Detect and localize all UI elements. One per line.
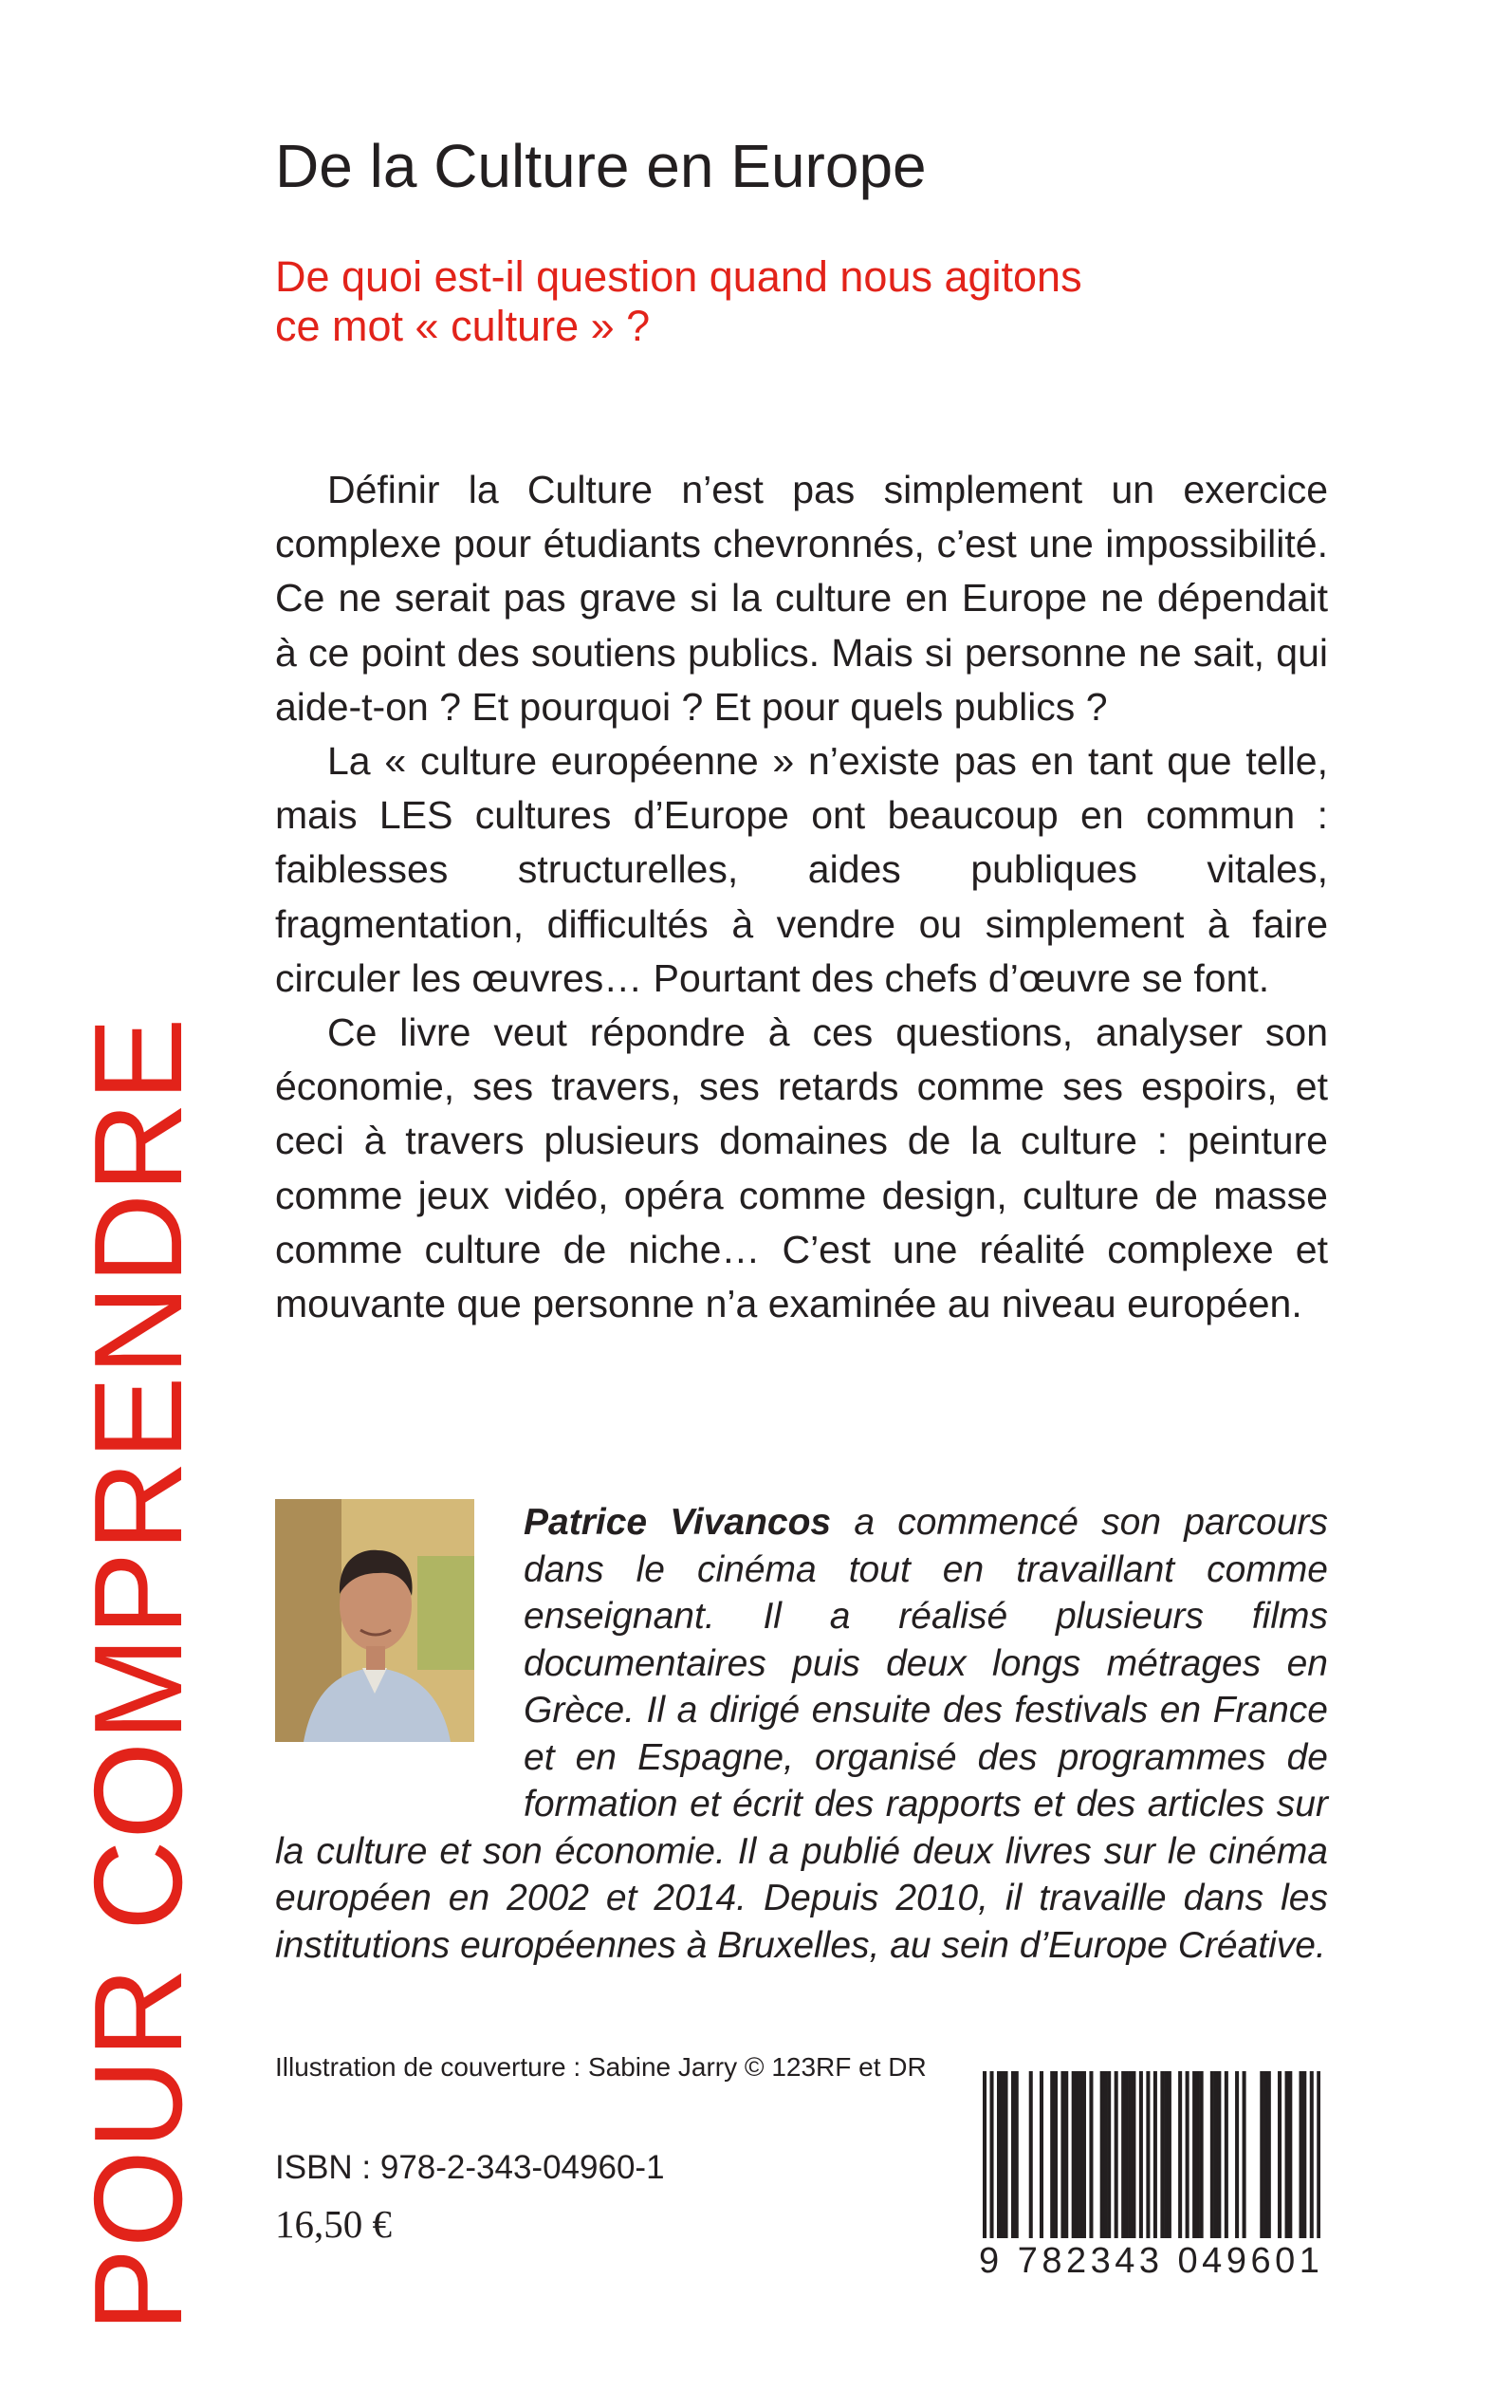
barcode-bar (1164, 2071, 1168, 2238)
barcode-digits: 9 782343 049601 (979, 2241, 1324, 2281)
barcode-bar (1107, 2071, 1111, 2238)
barcode-bar (1089, 2071, 1093, 2238)
barcode-bar (1040, 2071, 1043, 2238)
barcode-bar (1103, 2071, 1107, 2238)
barcode-bar (1186, 2071, 1189, 2238)
summary-paragraph: La « culture européenne » n’existe pas en tant que telle, mais LES cultures d’Europe ont beaucoup en commun : faiblesses structurelles, aides publiques vitales, fragmentation, difficultés à vendre ou simplement à faire circuler les œuvres… Pourtant des chefs d’œuvre se font. (275, 739, 1328, 1000)
barcode-bar (1160, 2071, 1164, 2238)
barcode-bar (1214, 2071, 1218, 2238)
barcode-bar (1278, 2071, 1282, 2238)
barcode-bar (1317, 2071, 1320, 2238)
barcode-bar (1129, 2071, 1133, 2238)
barcode-bar (1146, 2071, 1150, 2238)
barcode (983, 2071, 1320, 2238)
barcode-bar (1267, 2071, 1271, 2238)
summary-paragraph: Définir la Culture n’est pas simplement un exercice complexe pour étudiants chevronnés, c’est une impossibilité. Ce ne serait pas grave si la culture en Europe ne dépendait à ce point des soutiens publics. Mais si personne ne sait, qui aide-t-on ? Et pourquoi ? Et pour quels publics ? (275, 468, 1328, 729)
series-label: POUR COMPRENDRE (68, 1016, 208, 2332)
barcode-bar (1210, 2071, 1214, 2238)
barcode-bar (1015, 2071, 1019, 2238)
barcode-bar (1121, 2071, 1125, 2238)
book-subtitle (275, 252, 1366, 351)
barcode-bar (1079, 2071, 1082, 2238)
book-title: De la Culture en Europe (275, 132, 927, 200)
barcode-bar (1075, 2071, 1079, 2238)
price: 16,50 € (275, 2202, 392, 2246)
barcode-bar (1302, 2071, 1306, 2238)
barcode-bar (1064, 2071, 1068, 2238)
barcode-bar (1217, 2071, 1221, 2238)
barcode-bar (1115, 2071, 1118, 2238)
barcode-bar (1178, 2071, 1182, 2238)
barcode-bar (1100, 2071, 1104, 2238)
barcode-bar (1011, 2071, 1015, 2238)
barcode-bar (1153, 2071, 1157, 2238)
barcode-bar (1060, 2071, 1064, 2238)
barcode-bar (1235, 2071, 1239, 2238)
barcode-bar (1125, 2071, 1129, 2238)
barcode-bar (1029, 2071, 1033, 2238)
barcode-bar (1243, 2071, 1246, 2238)
barcode-bar (1001, 2071, 1005, 2238)
subtitle-line: ce mot « culture » ? (275, 302, 651, 350)
isbn: ISBN : 978-2-343-04960-1 (275, 2149, 665, 2186)
barcode-bar (1072, 2071, 1076, 2238)
barcode-bar (983, 2071, 986, 2238)
barcode-bar (1310, 2071, 1314, 2238)
barcode-bar (1288, 2071, 1292, 2238)
barcode-bar (1196, 2071, 1200, 2238)
illustration-credit: Illustration de couverture : Sabine Jarry © 123RF et DR (275, 2052, 927, 2082)
author-name: Patrice Vivancos (524, 1502, 832, 1543)
barcode-bar (997, 2071, 1001, 2238)
summary-text (275, 463, 1328, 1331)
barcode-bar (1225, 2071, 1228, 2238)
barcode-bar (1168, 2071, 1171, 2238)
barcode-bar (1285, 2071, 1289, 2238)
barcode-bar (1082, 2071, 1086, 2238)
barcode-bar (1200, 2071, 1204, 2238)
barcode-bar (1139, 2071, 1143, 2238)
subtitle-line: De quoi est-il question quand nous agitons (275, 252, 1082, 301)
barcode-bar (1004, 2071, 1007, 2238)
barcode-bar (1263, 2071, 1267, 2238)
barcode-bar (1192, 2071, 1196, 2238)
summary-paragraph: Ce livre veut répondre à ces questions, analyser son économie, ses travers, ses retards comme ses espoirs, et ceci à travers plusieurs domaines de la culture : peinture comme jeux vidéo, opéra comme design, culture de masse comme culture de niche… C’est une réalité complexe et mouvante que personne n’a examinée au niveau européen. (275, 1010, 1328, 1326)
barcode-bar (1132, 2071, 1135, 2238)
barcode-bar (1260, 2071, 1263, 2238)
barcode-bar (1050, 2071, 1054, 2238)
author-bio (275, 1499, 1328, 1969)
author-bio-text: a commencé son parcours dans le cinéma tout en travaillant comme enseignant. Il a réalisé plusieurs films documentaires puis deux longs métrages en Grèce. Il a dirigé ensuite des festivals en France et en Espagne, organisé des programmes de formation et écrit des rapports et des articles sur la culture et son économie. Il a publié deux livres sur le cinéma européen en 2002 et 2014. Depuis 2010, il travaille dans les institutions européennes à Bruxelles, au sein d’Europe Créative. (275, 1502, 1328, 1966)
barcode-bar (989, 2071, 993, 2238)
barcode-bar (1300, 2071, 1303, 2238)
barcode-bar (1054, 2071, 1058, 2238)
